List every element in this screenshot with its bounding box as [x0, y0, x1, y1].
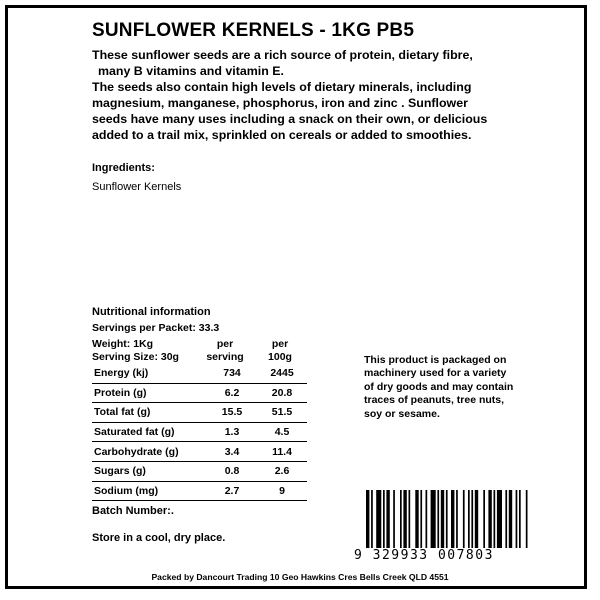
barcode-bar [446, 490, 448, 548]
description-line: added to a trail mix, sprinkled on cereals or added to smoothies. [92, 128, 472, 142]
barcode-bar [509, 490, 512, 548]
table-row [92, 442, 307, 462]
per-100g-value: 20.8 [257, 383, 307, 403]
barcode-bar [386, 490, 389, 548]
nutrition-heading: Nutritional information [92, 306, 211, 318]
barcode-bar [371, 490, 373, 548]
per-100g-value: 9 [257, 481, 307, 501]
table-row [92, 461, 307, 481]
barcode-bar [471, 490, 473, 548]
allergen-line: traces of peanuts, tree nuts, [364, 394, 505, 407]
per-serving-value: 0.8 [207, 461, 257, 481]
description-line: The seeds also contain high levels of dietary minerals, including [92, 80, 472, 94]
batch-number: Batch Number:. [92, 505, 174, 517]
per-100g-value: 51.5 [257, 403, 307, 423]
per-serving-value: 1.3 [207, 422, 257, 442]
per-serving-value: 734 [207, 364, 257, 383]
per-serving-value: 6.2 [207, 383, 257, 403]
barcode-bar [400, 490, 402, 548]
barcode-bar [431, 490, 436, 548]
per-100g-value: 4.5 [257, 422, 307, 442]
table-row [92, 403, 307, 423]
barcode-bar [376, 490, 381, 548]
barcode-bar [415, 490, 418, 548]
barcode-bar [483, 490, 485, 548]
storage-instructions: Store in a cool, dry place. [92, 532, 226, 544]
allergen-line: of dry goods and may contain [364, 380, 514, 393]
barcode-bar [409, 490, 411, 548]
barcode-bar [426, 490, 428, 548]
per-serving-value: 3.4 [207, 442, 257, 462]
barcode-bar [488, 490, 491, 548]
barcode-bar [516, 490, 518, 548]
per-100g-value: 2.6 [257, 461, 307, 481]
col-header-per-100g [255, 338, 305, 364]
ingredients-text: Sunflower Kernels [92, 181, 182, 193]
nutrient-name: Total fat (g) [92, 403, 207, 423]
barcode-bar [393, 490, 395, 548]
barcode-bar [403, 490, 406, 548]
description-line: many B vitamins and vitamin E. [98, 64, 284, 78]
nutrient-name: Saturated fat (g) [92, 422, 207, 442]
table-row [92, 481, 307, 501]
allergen-notice [364, 354, 534, 421]
barcode-bar [366, 490, 369, 548]
allergen-line: This product is packaged on [364, 354, 507, 366]
barcode-bar [463, 490, 465, 548]
barcode-bar [456, 490, 458, 548]
nutrient-name: Sodium (mg) [92, 481, 207, 501]
description-line: magnesium, manganese, phosphorus, iron and zinc . Sunflower [92, 96, 468, 110]
description-line: These sunflower seeds are a rich source of protein, dietary fibre, [92, 48, 473, 62]
barcode-bar [383, 490, 385, 548]
table-row [92, 364, 307, 383]
col-header-line: per [271, 338, 289, 350]
ingredients-heading: Ingredients: [92, 162, 155, 174]
barcode-bar [526, 490, 528, 548]
barcode-digits: 9 329933 007803 [354, 548, 494, 563]
col-header-line: 100g [268, 351, 292, 363]
per-100g-value: 11.4 [257, 442, 307, 462]
barcode-bar [519, 490, 521, 548]
nutrient-name: Carbohydrate (g) [92, 442, 207, 462]
barcode-bars [354, 490, 534, 548]
barcode-bar [441, 490, 444, 548]
serving-size: Serving Size: 30g [92, 351, 179, 363]
allergen-line: soy or sesame. [364, 407, 440, 420]
col-header-line: serving [206, 351, 244, 363]
barcode-bar [494, 490, 496, 548]
nutrient-name: Energy (kj) [92, 364, 207, 383]
table-row [92, 422, 307, 442]
per-100g-value: 2445 [257, 364, 307, 383]
net-weight: Weight: 1Kg [92, 338, 154, 350]
barcode-bar [497, 490, 502, 548]
description-line: seeds have many uses including a snack on their own, or delicious [92, 112, 488, 126]
barcode-bar [475, 490, 478, 548]
nutrient-name: Protein (g) [92, 383, 207, 403]
allergen-line: machinery used for a variety [364, 367, 507, 380]
servings-per-packet: Servings per Packet: 33.3 [92, 322, 220, 334]
per-serving-value: 2.7 [207, 481, 257, 501]
col-header-per-serving [200, 338, 250, 364]
nutrient-name: Sugars (g) [92, 461, 207, 481]
barcode-bar [420, 490, 422, 548]
packed-by-address: Packed by Dancourt Trading 10 Geo Hawkins Cres Bells Creek QLD 4551 [151, 572, 449, 582]
product-description [92, 47, 522, 143]
col-header-line: per [216, 338, 234, 350]
barcode-bar [451, 490, 454, 548]
barcode-bar [437, 490, 439, 548]
per-serving-value: 15.5 [207, 403, 257, 423]
product-title: SUNFLOWER KERNELS - 1KG PB5 [92, 20, 415, 41]
nutrition-table [92, 364, 307, 501]
barcode-bar [468, 490, 470, 548]
barcode-bar [505, 490, 507, 548]
table-row [92, 383, 307, 403]
